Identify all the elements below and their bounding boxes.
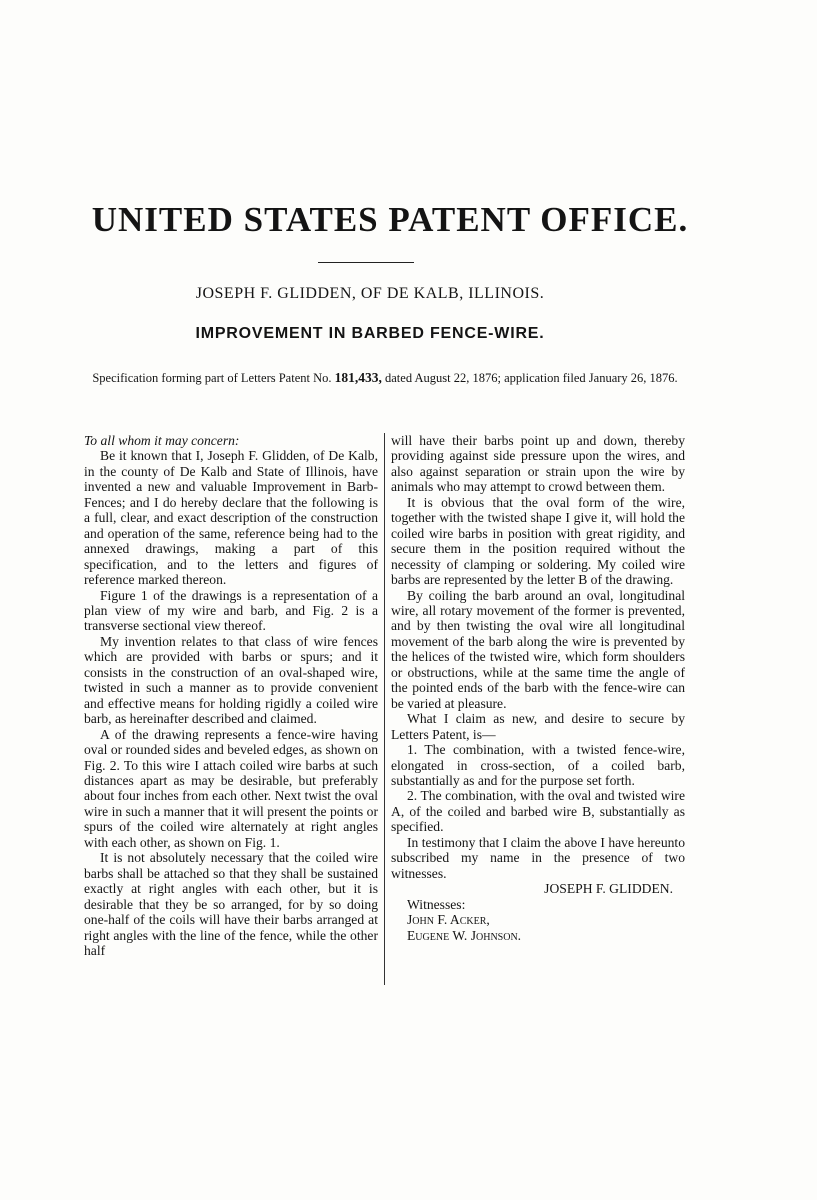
witness-name: Eugene W. Johnson. (407, 927, 522, 943)
paragraph: By coiling the barb around an oval, longitudinal wire, all rotary movement of the former is prevented, and by then twisting the oval wire all longitudinal movement of the barb along the wire is prevented by the helices of the twisted wire, which form shoulders or obstructions, while at the same time the angle of the pointed ends of the barb with the fence-wire can be varied at pleasure. (391, 587, 685, 711)
spec-prefix: Specification forming part of Letters Patent No. (92, 371, 332, 385)
paragraph: A of the drawing represents a fence-wire having oval or rounded sides and beveled edges, as shown on Fig. 2. To this wire I attach coiled wire barbs at such distances apart as may be desirable, but preferably about four inches from each other. Next twist the oval wire in such a manner that it will present the points or spurs of the coiled wire alternately at right angles with each other, as shown on Fig. 1. (84, 726, 378, 850)
paragraph: will have their barbs point up and down, thereby providing against side pressure upon the wires, and also against separation or strain upon the wire by animals who may attempt to crowd between them. (391, 433, 685, 495)
paragraph: It is not absolutely necessary that the coiled wire barbs shall be attached so that they shall be sustained exactly at right angles with each other, but it is desirable that they be so arranged, for by so doing one-half of the coils will have their barbs arranged at right angles with the line of the fence, while the other half (84, 850, 378, 958)
claim-1: 1. The combination, with a twisted fence-wire, elongated in cross-section, of a coiled barb, substantially as and for the purpose set forth. (391, 742, 685, 788)
testimony: In testimony that I claim the above I have hereunto subscribed my name in the presence of two witnesses. (391, 834, 685, 881)
patent-number: 181,433, (334, 370, 382, 385)
inventor-signature: JOSEPH F. GLIDDEN. (544, 881, 673, 897)
spec-suffix: dated August 22, 1876; application filed January 26, 1876. (385, 371, 678, 385)
salutation: To all whom it may concern: (84, 433, 240, 448)
paragraph: What I claim as new, and desire to secure by Letters Patent, is— (391, 711, 685, 742)
paragraph: Figure 1 of the drawings is a representation of a plan view of my wire and barb, and Fig. 2 is a transverse sectional view thereof. (84, 587, 378, 634)
right-column (391, 433, 685, 943)
invention-title: IMPROVEMENT IN BARBED FENCE-WIRE. (195, 325, 545, 342)
witnesses-label: Witnesses: (407, 896, 466, 912)
paragraph: Be it known that I, Joseph F. Glidden, of De Kalb, in the county of De Kalb and State of Illinois, have invented a new and valuable Improvement in Barb-Fences; and I do hereby declare that the following is a full, clear, and exact description of the construction and operation of the same, reference being had to the annexed drawings, making a part of this specification, and to the letters and figures of reference marked thereon. (84, 448, 378, 588)
claim-2: 2. The combination, with the oval and twisted wire A, of the coiled and barbed wire B, substantially as specified. (391, 788, 685, 835)
left-column (84, 433, 378, 958)
column-divider (384, 433, 385, 985)
inventor-line: JOSEPH F. GLIDDEN, OF DE KALB, ILLINOIS. (195, 285, 545, 302)
paragraph: It is obvious that the oval form of the wire, together with the twisted shape I give it, will hold the coiled wire barbs in position with great rigidity, and secure them in the position required without the necessity of clamping or soldering. My coiled wire barbs are represented by the letter B of the drawing. (391, 494, 685, 588)
witness-name: John F. Acker, (407, 912, 490, 928)
specification-line (90, 369, 680, 387)
heading-divider (318, 262, 414, 263)
paragraph: My invention relates to that class of wire fences which are provided with barbs or spurs; and it consists in the construction of an oval-shaped wire, twisted in such a manner as to provide convenient and effective means for holding rigidly a coiled wire barb, as hereinafter described and claimed. (84, 633, 378, 727)
patent-office-heading: UNITED STATES PATENT OFFICE. (91, 200, 689, 239)
